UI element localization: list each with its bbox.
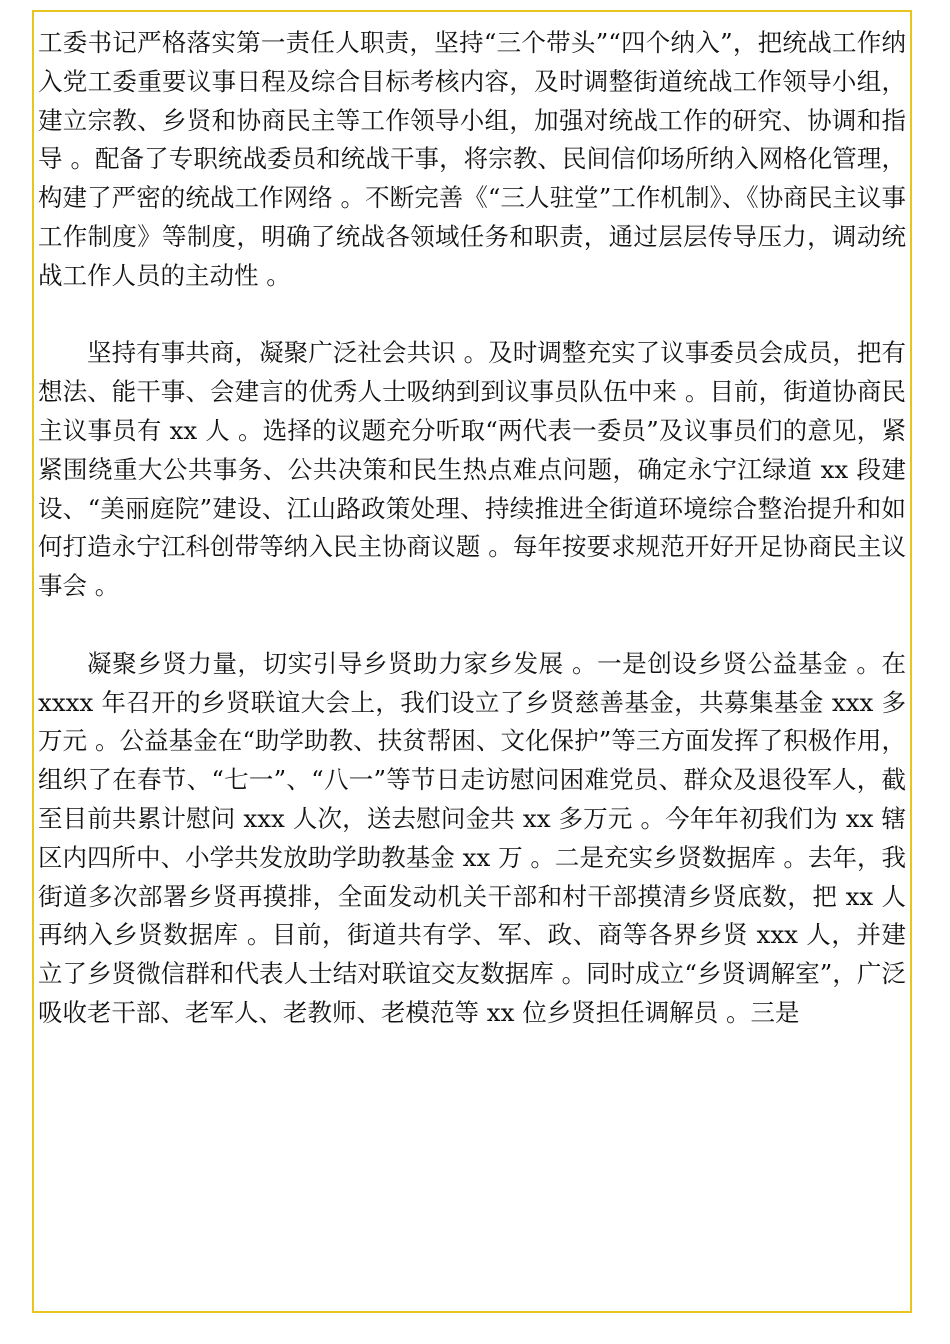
paragraph-consultation: 坚持有事共商，凝聚广泛社会共识 。及时调整充实了议事委员会成员，把有想法、能干事、会建言的优秀人士吸纳到到议事员队伍中来 。目前，街道协商民主议事员有 xx 人 。选择的议题充分听取“两代表一委员”及议事员们的意见，紧紧围绕重大公共事务、公共决策和民生热点难点问题，确定永宁江绿道 xx 段建设、“美丽庭院”建设、江山路政策处理、持续推进全街道环境综合整治提升和如何打造永宁江科创带等纳入民主协商议题 。每年按要求规范开好开足协商民主议事会 。 (38, 338, 906, 601)
paragraph-continued: 工委书记严格落实第一责任人职责，坚持“三个带头”“四个纳入”，把统战工作纳入党工委重要议事日程及综合目标考核内容，及时调整街道统战工作领导小组，建立宗教、乡贤和协商民主等工作领导小组，加强对统战工作的研究、协调和指导 。配备了专职统战委员和统战干事，将宗教、民间信仰场所纳入网格化管理，构建了严密的统战工作网络 。不断完善《“三人驻堂”工作机制》、《协商民主议事工作制度》等制度，明确了统战各领域任务和职责，通过层层传导压力，调动统战工作人员的主动性 。 (38, 28, 906, 290)
paragraph-local-talent: 凝聚乡贤力量，切实引导乡贤助力家乡发展 。一是创设乡贤公益基金 。在 xxxx 年召开的乡贤联谊大会上，我们设立了乡贤慈善基金，共募集基金 xxx 多万元 。公益基金在“助学助教、扶贫帮困、文化保护”等三方面发挥了积极作用，组织了在春节、“七一”、“八一”等节日走访慰问困难党员、群众及退役军人，截至目前共累计慰问 xxx 人次，送去慰问金共 xx 多万元 。今年年初我们为 xx 辖区内四所中、小学共发放助学助教基金 xx 万 。二是充实乡贤数据库 。去年，我街道多次部署乡贤再摸排，全面发动机关干部和村干部摸清乡贤底数，把 xx 人再纳入乡贤数据库 。目前，街道共有学、军、政、商等各界乡贤 xxx 人，并建立了乡贤微信群和代表人士结对联谊交友数据库 。同时成立“乡贤调解室”，广泛吸收老干部、老军人、老教师、老模范等 xx 位乡贤担任调解员 。三是 (38, 648, 906, 1027)
document-body (38, 24, 906, 1033)
